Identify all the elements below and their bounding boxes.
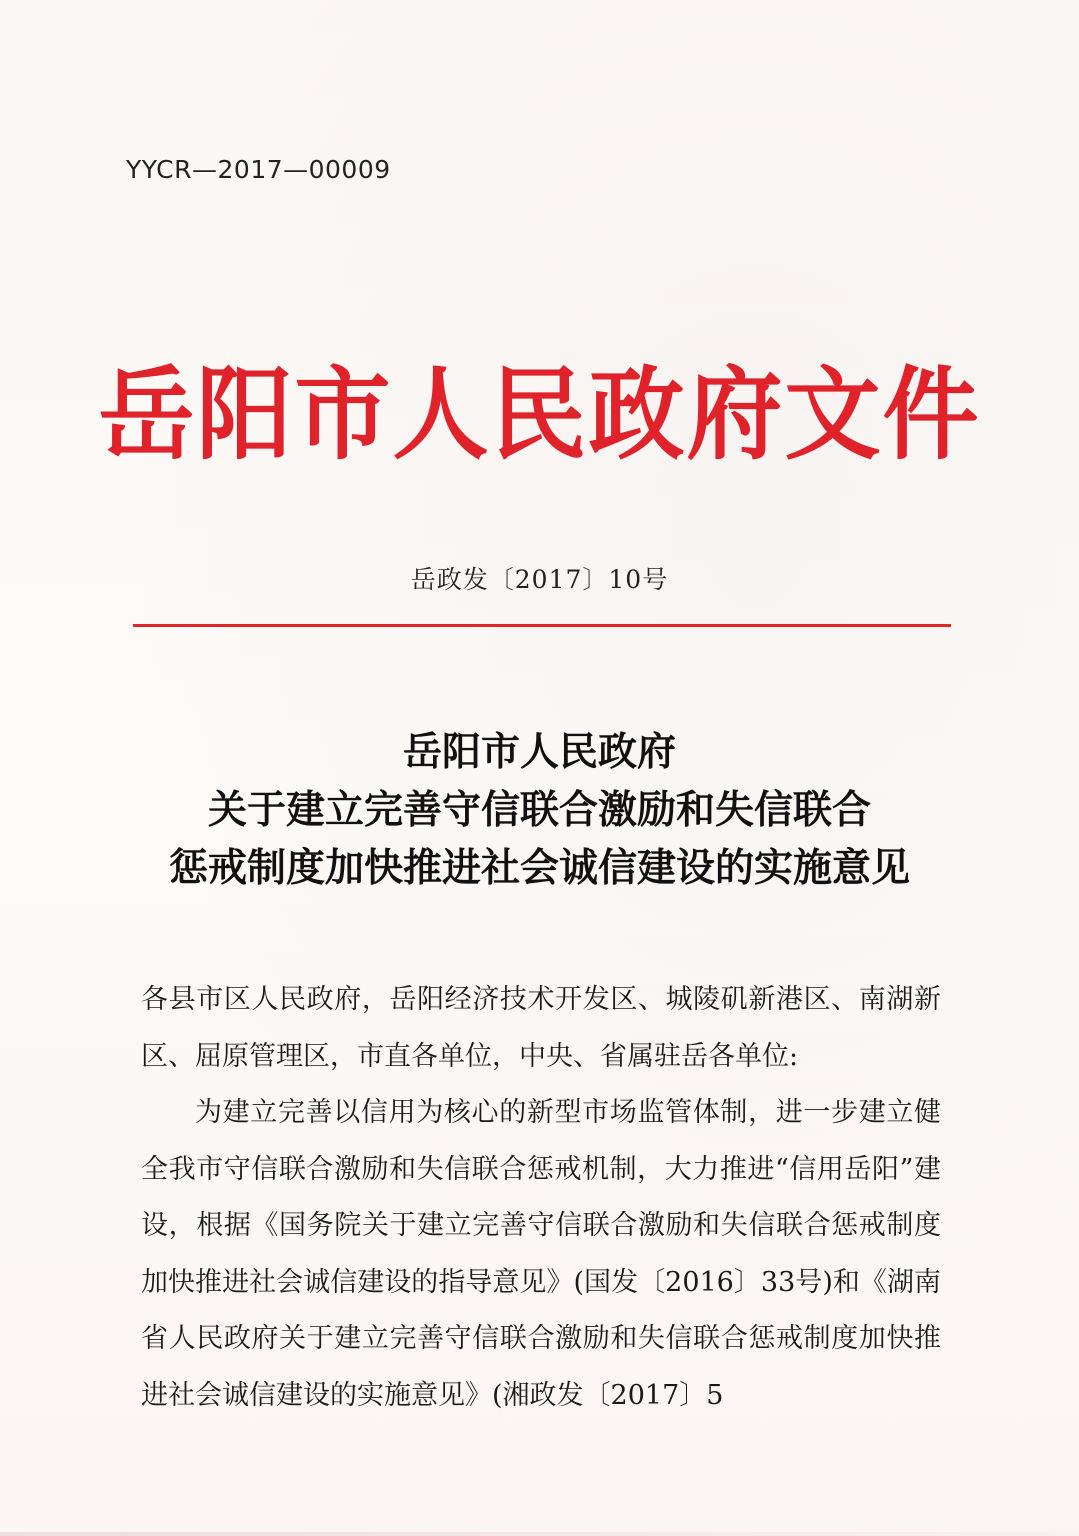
title-line-3: 惩戒制度加快推进社会诚信建设的实施意见 [168,845,910,891]
masthead-title: 岳阳市人民政府文件 [98,355,981,474]
document-number: 岳政发〔2017〕10号 [410,565,669,594]
page-edge [0,1532,1079,1536]
addressees: 各县市区人民政府，岳阳经济技术开发区、城陵矶新港区、南湖新区、屈原管理区，市直各单位，中央、省属驻岳各单位: [141,984,941,1072]
serial-number: YYCR—2017—00009 [126,155,391,184]
title-line-2: 关于建立完善守信联合激励和失信联合 [207,787,871,833]
title-line-1: 岳阳市人民政府 [402,729,676,775]
document-title [0,723,1079,897]
document-body [141,972,941,1424]
body-paragraph: 为建立完善以信用为核心的新型市场监管体制，进一步建立健全我市守信联合激励和失信联合惩戒机制，大力推进“信用岳阳”建设，根据《国务院关于建立完善守信联合激励和失信联合惩戒制度加快推进社会诚信建设的指导意见》(国发〔2016〕33号)和《湖南省人民政府关于建立完善守信联合激励和失信联合惩戒制度加快推进社会诚信建设的实施意见》(湘政发〔2017〕5 [141,1097,941,1411]
red-divider-line [133,624,951,627]
